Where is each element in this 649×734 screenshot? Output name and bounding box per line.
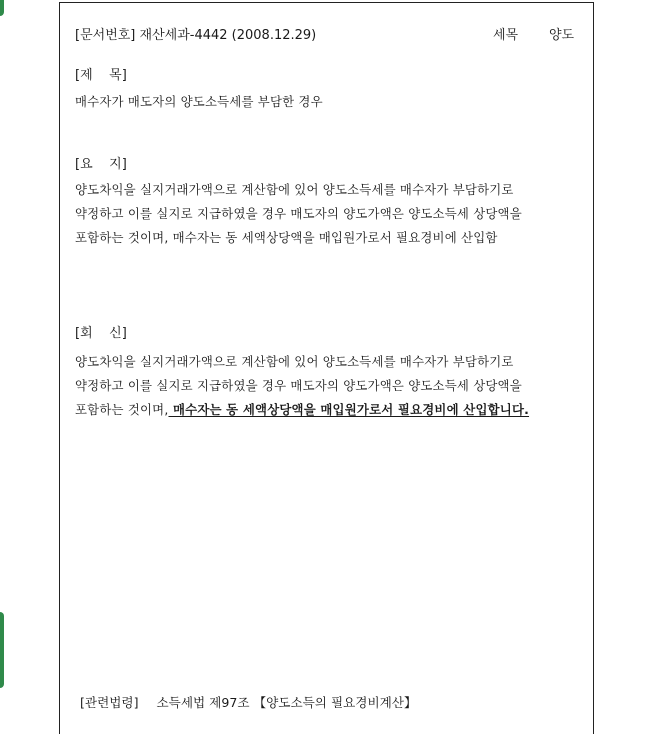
- summary-heading: [요 지]: [75, 157, 127, 172]
- reply-line: 양도차익을 실지거래가액으로 계산함에 있어 양도소득세를 매수자가 부담하기로: [75, 354, 514, 369]
- summary-line: 약정하고 이를 실지로 지급하였을 경우 매도자의 양도가액은 양도소득세 상당액을: [75, 206, 522, 221]
- related-laws-label: [관련법령]: [80, 695, 139, 710]
- tax-item-label: 세목: [493, 28, 519, 43]
- side-edge-mark: [0, 612, 4, 688]
- doc-number: [75, 24, 316, 43]
- reply-line-prefix: 포함하는 것이며,: [75, 402, 169, 417]
- related-laws: [80, 692, 417, 711]
- reply-text: [75, 350, 590, 422]
- related-law-name: 소득세법 제97조: [156, 695, 250, 710]
- reply-heading: [회 신]: [75, 326, 127, 341]
- doc-number-label: [문서번호]: [75, 28, 136, 43]
- summary-text: [75, 178, 590, 250]
- reply-line: 약정하고 이를 실지로 지급하였을 경우 매도자의 양도가액은 양도소득세 상당액을: [75, 378, 522, 393]
- summary-line: 양도차익을 실지거래가액으로 계산함에 있어 양도소득세를 매수자가 부담하기로: [75, 182, 514, 197]
- side-edge-mark: [0, 0, 4, 16]
- doc-number-value: 재산세과-4442 (2008.12.29): [139, 28, 317, 43]
- title-line: 매수자가 매도자의 양도소득세를 부담한 경우: [75, 94, 323, 109]
- title-heading: [제 목]: [75, 68, 127, 83]
- title-text: [75, 90, 590, 114]
- related-law-article: 【양도소득의 필요경비계산】: [253, 695, 417, 710]
- reply-conclusion-underlined: 매수자는 동 세액상당액을 매입원가로서 필요경비에 산입합니다.: [168, 402, 530, 417]
- summary-line: 포함하는 것이며, 매수자는 동 세액상당액을 매입원가로서 필요경비에 산입함: [75, 230, 498, 245]
- tax-item-value: 양도: [549, 28, 575, 43]
- reply-line: [75, 398, 590, 422]
